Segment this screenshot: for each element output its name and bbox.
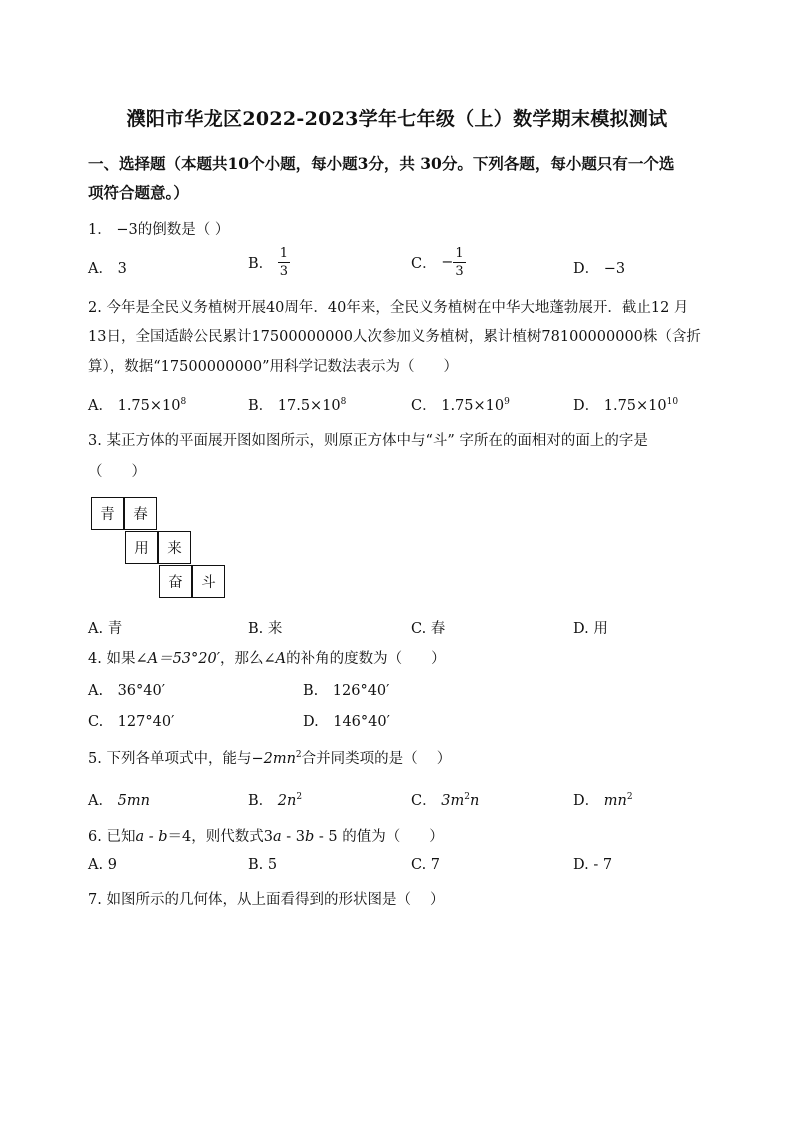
q2-option-a: A． $1.75\times 10^8$ — [88, 397, 187, 414]
net-cell: 来 — [158, 531, 191, 564]
q5-option-d: D． $mn^2$ — [573, 792, 633, 809]
q3-option-a: A. 青 — [88, 621, 123, 637]
q3-option-b: B. 来 — [248, 621, 283, 637]
question-2-line1: 2. 今年是全民义务植树开展40周年．40年来，全民义务植树在中华大地蓬勃展开．截止12 月 — [88, 300, 689, 316]
fraction: $\frac{1}{3}$ — [279, 246, 289, 279]
q1-option-a: A． 3 — [88, 261, 127, 277]
question-1-stem: 1． −3的倒数是（ ） — [88, 222, 230, 238]
q1-option-c: C． − $\frac{1}{3}$ — [411, 246, 464, 279]
page-title: 濮阳市华龙区2022-2023学年七年级（上）数学期末模拟测试 — [126, 108, 668, 130]
q4-option-b: B. 126°40′ — [303, 683, 390, 699]
q4-option-a: A. 36°40′ — [88, 683, 166, 699]
q5-option-a: A． 5mn — [88, 793, 150, 809]
question-3-line1: 3. 某正方体的平面展开图如图所示，则原正方体中与“斗” 字所在的面相对的面上的字是 — [88, 433, 648, 449]
section-heading-line1: 一、选择题（本题共10个小题，每小题3分，共 30分。下列各题，每小题只有一个选 — [88, 154, 675, 173]
q6-option-d: D. - 7 — [573, 857, 613, 873]
net-cell: 用 — [125, 531, 158, 564]
question-6-stem: 6. 已知a - b＝4，则代数式3a - 3b - 5 的值为（ ） — [88, 829, 444, 845]
q6-option-a: A. 9 — [88, 857, 117, 873]
q6-option-c: C. 7 — [411, 857, 441, 873]
q2-option-d: D． $1.75\times 10^{10}$ — [573, 397, 679, 414]
q1-option-d: D． −3 — [573, 261, 626, 277]
q4-option-d: D. 146°40′ — [303, 714, 390, 730]
net-cell: 青 — [91, 497, 124, 530]
section-heading-line2: 项符合题意。） — [88, 183, 189, 202]
question-5-stem: 5. 下列各单项式中，能与$-2mn^2$合并同类项的是（ ） — [88, 750, 452, 767]
question-3-line2: （ ） — [88, 464, 146, 480]
net-cell: 斗 — [192, 565, 225, 598]
q2-option-b: B． $17.5\times 10^8$ — [248, 397, 347, 414]
question-7-stem: 7. 如图所示的几何体，从上面看得到的形状图是（ ） — [88, 892, 445, 908]
question-2-line3: 算），数据“17500000000”用科学记数法表示为（ ） — [88, 359, 459, 375]
q1-option-b: B． $\frac{1}{3}$ — [248, 246, 289, 279]
q5-option-b: B． $2n^2$ — [248, 792, 303, 809]
q5-option-c: C． $3m^2n$ — [411, 792, 480, 809]
question-4-stem: 4. 如果∠A＝53°20′，那么∠A的补角的度数为（ ） — [88, 651, 446, 667]
net-cell: 奋 — [159, 565, 192, 598]
fraction: $\frac{1}{3}$ — [455, 246, 464, 279]
net-cell: 春 — [124, 497, 157, 530]
q4-option-c: C. 127°40′ — [88, 714, 175, 730]
q2-option-c: C． $1.75\times 10^9$ — [411, 397, 510, 414]
q3-option-d: D. 用 — [573, 621, 608, 637]
question-2-line2: 13日，全国适龄公民累计17500000000人次参加义务植树，累计植树78100000000株（含折 — [88, 329, 701, 345]
q6-option-b: B. 5 — [248, 857, 278, 873]
q3-option-c: C. 春 — [411, 621, 446, 637]
